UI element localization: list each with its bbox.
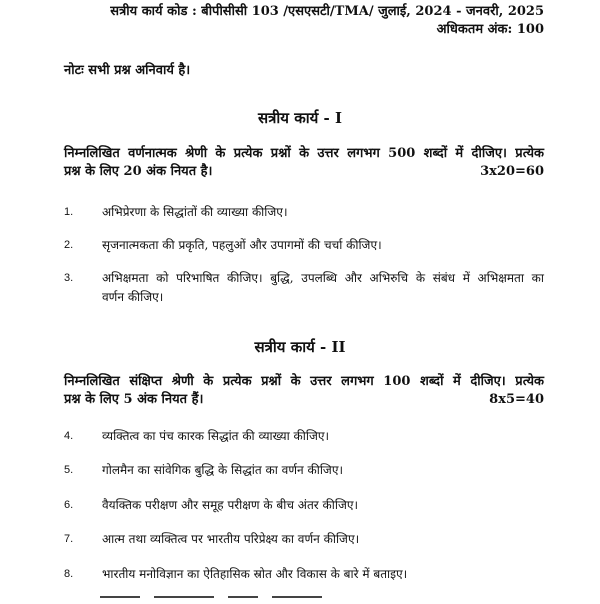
max-marks-header: अधिकतम अंक: 100 bbox=[436, 22, 544, 37]
question-number: 5. bbox=[64, 464, 74, 476]
question-text: अभिक्षमता को परिभाषित कीजिए। बुद्धि, उपलब्धि और अभिरुचि के संबंध में अभिक्षमता का bbox=[102, 271, 544, 285]
section-1-instruction-row2 bbox=[64, 163, 544, 181]
section-2-title: सत्रीय कार्य - II bbox=[254, 338, 346, 356]
question-1 bbox=[64, 203, 544, 222]
question-7 bbox=[64, 530, 544, 549]
section-2-instruction bbox=[64, 373, 544, 409]
question-text: गोलमैन का सांवेगिक बुद्धि के सिद्धांत का वर्णन कीजिए। bbox=[102, 463, 344, 477]
question-3 bbox=[64, 269, 544, 307]
section-1-instruction-line1: निम्नलिखित वर्णनात्मक श्रेणी के प्रत्येक प्रश्नों के उत्तर लगभग 500 शब्दों में दीजिए। प्रत्येक bbox=[64, 146, 544, 161]
section-2-marks: 8x5=40 bbox=[489, 392, 544, 407]
question-number: 1. bbox=[64, 206, 74, 218]
question-number: 7. bbox=[64, 533, 74, 545]
question-8 bbox=[64, 565, 544, 584]
question-text: सृजनात्मकता की प्रकृति, पहलुओं और उपागमों की चर्चा कीजिए। bbox=[102, 238, 382, 252]
cut-off-text-fragment bbox=[100, 594, 400, 604]
question-2 bbox=[64, 236, 544, 255]
section-1-instruction bbox=[64, 145, 544, 181]
instructions-note: नोटः सभी प्रश्न अनिवार्य है। bbox=[64, 63, 191, 78]
question-number: 6. bbox=[64, 499, 74, 511]
section-2-instruction-row2 bbox=[64, 391, 544, 409]
section-1-instruction-line2: प्रश्न के लिए 20 अंक नियत है। bbox=[64, 164, 213, 179]
section-1-title: सत्रीय कार्य - I bbox=[257, 109, 343, 127]
question-5 bbox=[64, 461, 544, 480]
section-2-instruction-line2: प्रश्न के लिए 5 अंक नियत हैं। bbox=[64, 392, 204, 407]
question-text: वैयक्तिक परीक्षण और समूह परीक्षण के बीच अंतर कीजिए। bbox=[102, 498, 359, 512]
section-1-marks: 3x20=60 bbox=[480, 164, 544, 179]
section-2-instruction-line1: निम्नलिखित संक्षिप्त श्रेणी के प्रत्येक प्रश्नों के उत्तर लगभग 100 शब्दों में दीजिए। प्रत्येक bbox=[64, 374, 544, 389]
question-text: भारतीय मनोविज्ञान का ऐतिहासिक स्रोत और विकास के बारे में बताइए। bbox=[102, 567, 408, 581]
question-number: 4. bbox=[64, 430, 74, 442]
question-number: 8. bbox=[64, 568, 74, 580]
question-4 bbox=[64, 427, 544, 446]
question-text: अभिप्रेरणा के सिद्धांतों की व्याख्या कीजिए। bbox=[102, 205, 288, 219]
question-6 bbox=[64, 496, 544, 515]
question-number: 3. bbox=[64, 272, 74, 284]
question-text-continued: वर्णन कीजिए। bbox=[102, 290, 164, 304]
question-text: आत्म तथा व्यक्तित्व पर भारतीय परिप्रेक्ष्य का वर्णन कीजिए। bbox=[102, 532, 360, 546]
question-text: व्यक्तित्व का पंच कारक सिद्धांत की व्याख्या कीजिए। bbox=[102, 429, 330, 443]
assignment-code-header: सत्रीय कार्य कोड : बीपीसीसी 103 /एसएसटी/TMA/ जुलाई, 2024 - जनवरी, 2025 bbox=[110, 4, 544, 19]
question-number: 2. bbox=[64, 239, 74, 251]
